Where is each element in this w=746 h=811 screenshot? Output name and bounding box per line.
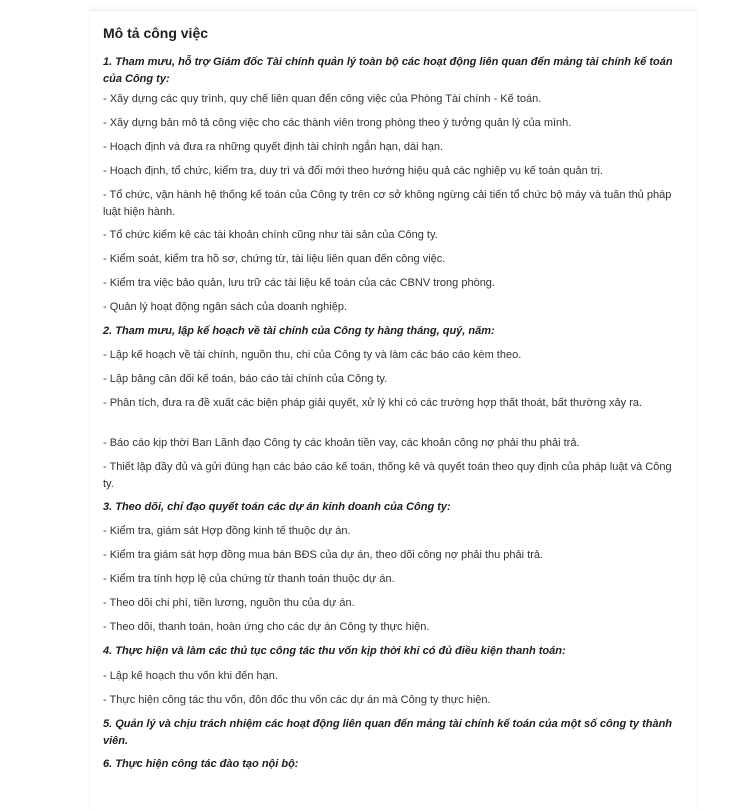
list-item: - Tổ chức, vận hành hệ thống kế toán của Công ty trên cơ sở không ngừng cải tiến tổ chức bộ máy và tuân thủ pháp luật hiện hành. <box>103 189 672 218</box>
list-item: - Theo dõi chi phí, tiền lương, nguồn thu của dự án. <box>103 597 355 609</box>
list-item: - Hoạch định, tổ chức, kiểm tra, duy trì và đổi mới theo hướng hiệu quả các nghiệp vụ kế toán quản trị. <box>103 165 603 177</box>
list-item: - Kiểm tra giám sát hợp đồng mua bán BĐS của dự án, theo dõi công nợ phải thu phải trả. <box>103 549 544 561</box>
section-heading-4: 4. Thực hiện và làm các thủ tục công tác thu vốn kịp thời khi có đủ điều kiện thanh toán: <box>103 645 566 657</box>
list-item: - Theo dõi, thanh toán, hoàn ứng cho các dự án Công ty thực hiện. <box>103 621 430 633</box>
list-item: - Thiết lập đầy đủ và gửi đúng hạn các báo cáo kế toán, thống kê và quyết toán theo quy định của pháp luật và Công ty. <box>103 461 672 490</box>
list-item: - Quản lý hoạt động ngân sách của doanh nghiệp. <box>103 301 348 313</box>
list-item: - Lập bảng cân đối kế toán, báo cáo tài chính của Công ty. <box>103 373 388 385</box>
list-item: - Phân tích, đưa ra đề xuất các biện pháp giải quyết, xử lý khi có các trường hợp thất thoát, bất thường xảy ra. <box>103 397 643 409</box>
list-item: - Lập kế hoạch thu vốn khi đến hạn. <box>103 670 278 682</box>
list-item: - Kiểm tra tính hợp lệ của chứng từ thanh toán thuộc dự án. <box>103 573 395 585</box>
list-item: - Hoạch định và đưa ra những quyết định tài chính ngắn hạn, dài hạn. <box>103 141 444 153</box>
section-heading-2: 2. Tham mưu, lập kế hoạch về tài chính của Công ty hàng tháng, quý, năm: <box>103 325 495 337</box>
list-item: - Kiểm tra việc bảo quản, lưu trữ các tài liệu kế toán của các CBNV trong phòng. <box>103 277 495 289</box>
section-heading-1: 1. Tham mưu, hỗ trợ Giám đốc Tài chính quản lý toàn bộ các hoạt động liên quan đến mảng tài chính kế toán của Công ty: <box>103 56 673 85</box>
list-item: - Thực hiện công tác thu vốn, đôn đốc thu vốn các dự án mà Công ty thực hiện. <box>103 694 491 706</box>
job-description-card <box>90 10 696 811</box>
list-item: - Tổ chức kiểm kê các tài khoản chính cũng như tài sản của Công ty. <box>103 229 438 241</box>
section-title: Mô tả công việc <box>103 25 209 41</box>
section-heading-5: 5. Quản lý và chịu trách nhiệm các hoạt động liên quan đến mảng tài chính kế toán của một số công ty thành viên. <box>103 718 673 747</box>
list-item: - Báo cáo kịp thời Ban Lãnh đạo Công ty các khoản tiền vay, các khoản công nợ phải thu phải trả. <box>103 437 580 449</box>
list-item: - Kiểm tra, giám sát Hợp đồng kinh tế thuộc dự án. <box>103 525 351 537</box>
section-heading-3: 3. Theo dõi, chỉ đạo quyết toán các dự án kinh doanh của Công ty: <box>103 501 451 513</box>
list-item: - Lập kế hoạch về tài chính, nguồn thu, chi của Công ty và làm các báo cáo kèm theo. <box>103 349 522 361</box>
list-item: - Xây dựng bản mô tả công việc cho các thành viên trong phòng theo ý tưởng quản lý của mình. <box>103 117 572 129</box>
section-heading-6: 6. Thực hiện công tác đào tạo nội bộ: <box>103 758 299 770</box>
list-item: - Xây dựng các quy trình, quy chế liên quan đến công việc của Phòng Tài chính - Kế toán. <box>103 93 542 105</box>
list-item: - Kiểm soát, kiểm tra hồ sơ, chứng từ, tài liệu liên quan đến công việc. <box>103 253 446 265</box>
